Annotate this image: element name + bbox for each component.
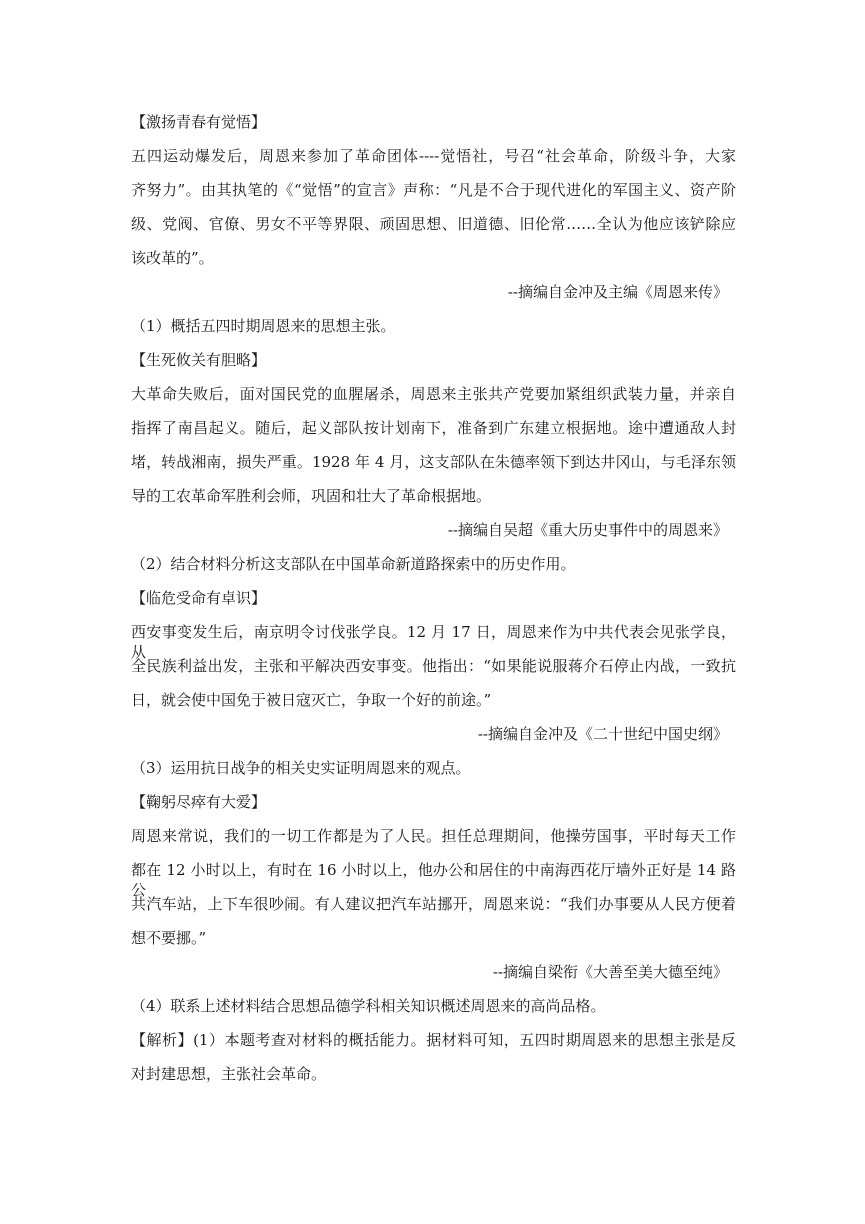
paragraph-line: 想不要挪。”	[131, 929, 207, 947]
section-heading: 【鞠躬尽瘁有大爱】	[131, 793, 267, 811]
paragraph-line: 都在 12 小时以上，有时在 16 小时以上，他办公和居住的中南海西花厅墙外正好是 14 路公	[131, 861, 736, 899]
paragraph-line: 日，就会使中国免于被日寇灭亡，争取一个好的前途。”	[131, 691, 492, 709]
paragraph-line: 齐努力”。由其执笔的《“觉悟”的宣言》声称：“凡是不合于现代进化的军国主义、资产阶	[131, 181, 736, 199]
analysis-line: 对封建思想，主张社会革命。	[131, 1065, 327, 1083]
question: （3）运用抗日战争的相关史实证明周恩来的观点。	[131, 759, 471, 777]
paragraph-line: 共汽车站，上下车很吵闹。有人建议把汽车站挪开，周恩来说：“我们办事要从人民方便着	[131, 895, 736, 913]
paragraph-line: 指挥了南昌起义。随后，起义部队按计划南下，准备到广东建立根据地。途中遭通敌人封	[131, 419, 736, 437]
paragraph-line: 堵，转战湘南，损失严重。1928 年 4 月，这支部队在朱德率领下到达井冈山，与毛泽东领	[131, 453, 736, 471]
paragraph-line: 该改革的”。	[131, 249, 214, 267]
source-citation: --摘编自金冲及《二十世纪中国史纲》	[477, 725, 728, 743]
section-heading: 【激扬青春有觉悟】	[131, 113, 267, 131]
paragraph-line: 级、党阀、官僚、男女不平等界限、顽固思想、旧道德、旧伦常……全认为他应该铲除应	[131, 215, 736, 233]
question: （2）结合材料分析这支部队在中国革命新道路探索中的历史作用。	[131, 555, 576, 573]
paragraph-line: 全民族利益出发，主张和平解决西安事变。他指出：“如果能说服蒋介石停止内战，一致抗	[131, 657, 736, 675]
source-citation: --摘编自吴超《重大历史事件中的周恩来》	[447, 521, 728, 539]
paragraph-line: 五四运动爆发后，周恩来参加了革命团体----觉悟社，号召“社会革命，阶级斗争，大家	[131, 147, 736, 165]
question: （1）概括五四时期周恩来的思想主张。	[131, 317, 396, 335]
source-citation: --摘编自梁衔《大善至美大德至纯》	[492, 963, 728, 981]
question: （4）联系上述材料结合思想品德学科相关知识概述周恩来的高尚品格。	[131, 997, 606, 1015]
analysis-line: 【解析】(1）本题考查对材料的概括能力。据材料可知，五四时期周恩来的思想主张是反	[131, 1031, 736, 1049]
paragraph-line: 大革命失败后，面对国民党的血腥屠杀，周恩来主张共产党要加紧组织武装力量，并亲自	[131, 385, 736, 403]
source-citation: --摘编自金冲及主编《周恩来传》	[507, 283, 728, 301]
paragraph-line: 西安事变发生后，南京明令讨伐张学良。12 月 17 日，周恩来作为中共代表会见张学良，从	[131, 623, 736, 661]
paragraph-line: 周恩来常说，我们的一切工作都是为了人民。担任总理期间，他操劳国事，平时每天工作	[131, 827, 736, 845]
section-heading: 【生死攸关有胆略】	[131, 351, 267, 369]
section-heading: 【临危受命有卓识】	[131, 589, 267, 607]
paragraph-line: 导的工农革命军胜利会师，巩固和壮大了革命根据地。	[131, 487, 492, 505]
